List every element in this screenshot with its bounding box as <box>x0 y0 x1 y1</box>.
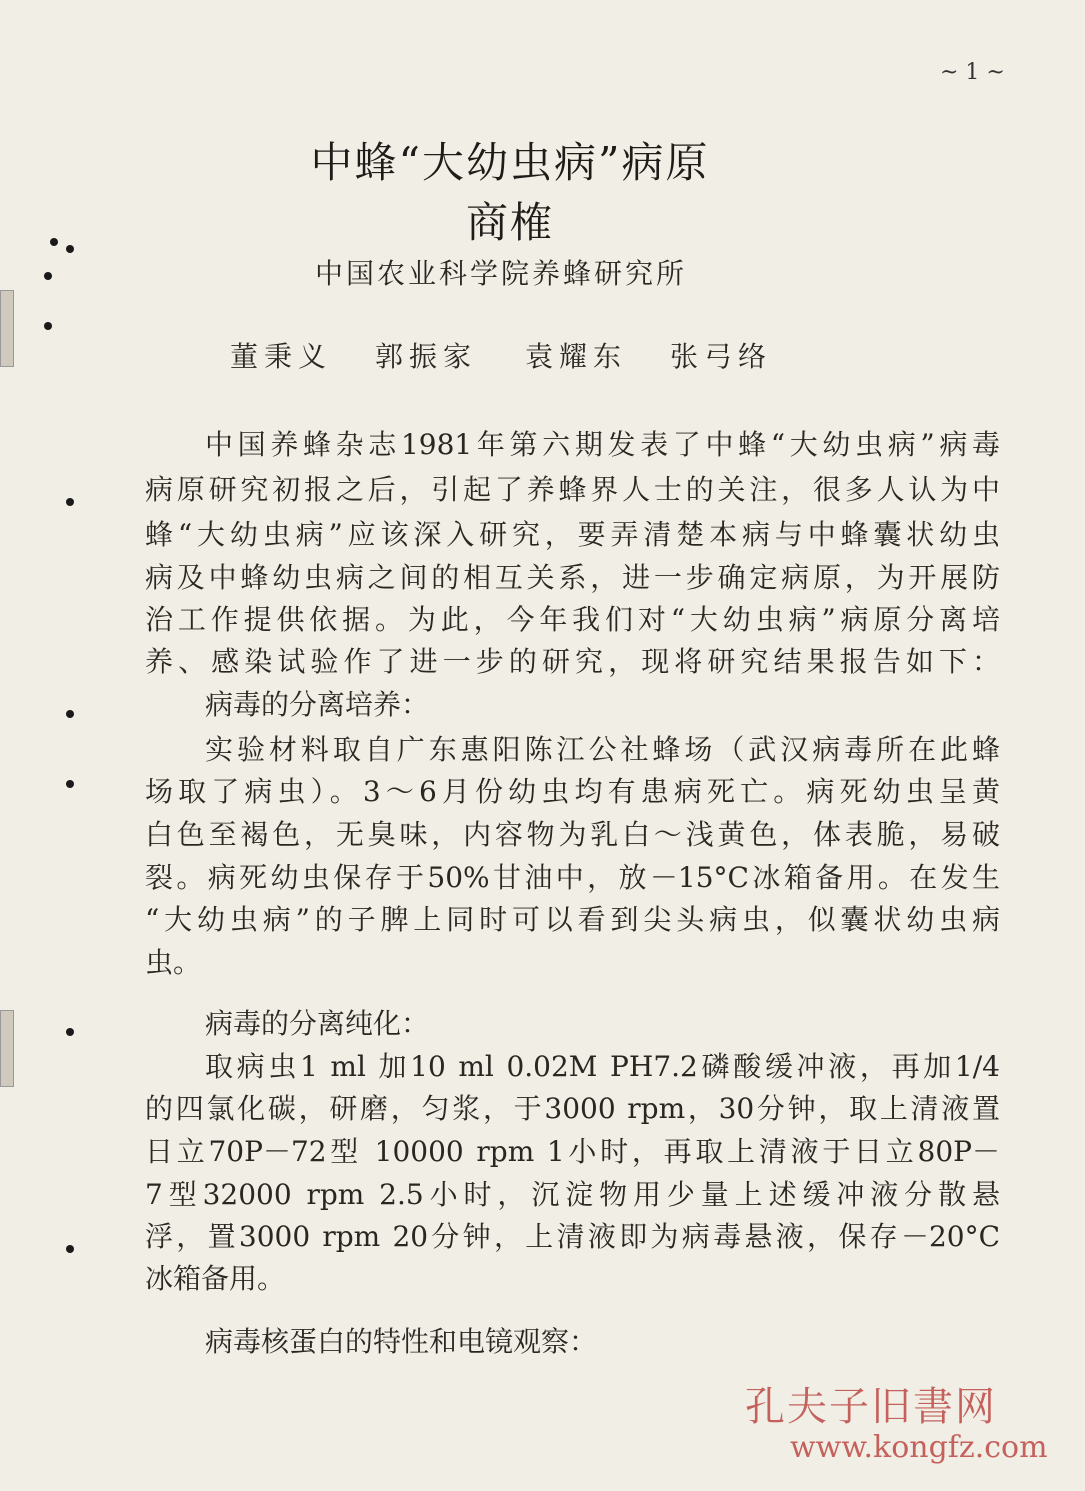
binder-hole <box>44 272 52 280</box>
author: 郭振家 <box>375 340 478 373</box>
binder-hole <box>50 238 58 246</box>
text-line: “大幼虫病”的子脾上同时可以看到尖头病虫，似囊状幼虫病 <box>145 903 1000 936</box>
text-line: 养、感染试验作了进一步的研究，现将研究结果报告如下： <box>145 645 1000 678</box>
watermark-url: www.kongfz.com <box>790 1430 1048 1465</box>
section-heading: 病毒的分离纯化： <box>205 1007 430 1040</box>
text-line: 冰箱备用。 <box>145 1262 286 1295</box>
binder-hole <box>66 245 74 253</box>
binder-clip <box>0 1010 14 1087</box>
section-heading: 病毒的分离培养： <box>205 688 430 721</box>
binder-hole <box>66 780 74 788</box>
text-line: 日立70P－72型 10000 rpm 1小时，再取上清液于日立80P－ <box>145 1135 1000 1168</box>
text-line: 病及中蜂幼虫病之间的相互关系，进一步确定病原，为开展防 <box>145 561 1000 594</box>
text-line: 取病虫1 ml 加10 ml 0.02M PH7.2磷酸缓冲液，再加1/4 <box>205 1050 1000 1083</box>
text-line: 场取了病虫）。3～6月份幼虫均有患病死亡。病死幼虫呈黄 <box>145 775 1000 808</box>
author: 袁耀东 <box>525 340 628 373</box>
author: 董秉义 <box>230 340 333 373</box>
text-line: 白色至褐色，无臭味，内容物为乳白～浅黄色，体表脆，易破 <box>145 818 1000 851</box>
text-line: 实验材料取自广东惠阳陈江公社蜂场（武汉病毒所在此蜂 <box>205 733 1000 766</box>
document-title: 中蜂“大幼虫病”病原商榷 <box>310 138 710 247</box>
binder-hole <box>66 710 74 718</box>
binder-hole <box>66 1245 74 1253</box>
text-line: 浮，置3000 rpm 20分钟，上清液即为病毒悬液，保存－20°C <box>145 1220 1000 1253</box>
text-line: 蜂“大幼虫病”应该深入研究，要弄清楚本病与中蜂囊状幼虫 <box>145 518 1000 551</box>
text-line: 虫。 <box>145 946 202 979</box>
binder-hole <box>66 498 74 506</box>
binder-clip <box>0 290 14 367</box>
watermark-logo: 孔夫子旧書网 <box>745 1384 997 1430</box>
page-number: ~ 1 ~ <box>940 60 1005 85</box>
author: 张弓络 <box>670 340 773 373</box>
institute: 中国农业科学院养蜂研究所 <box>315 257 688 290</box>
text-line: 的四氯化碳，研磨，匀浆，于3000 rpm，30分钟，取上清液置 <box>145 1092 1000 1125</box>
text-line: 病原研究初报之后，引起了养蜂界人士的关注，很多人认为中 <box>145 473 1000 506</box>
text-line: 裂。病死幼虫保存于50%甘油中，放－15°C冰箱备用。在发生 <box>145 861 1000 894</box>
binder-hole <box>44 322 52 330</box>
text-line: 7型32000 rpm 2.5小时，沉淀物用少量上述缓冲液分散悬 <box>145 1178 1000 1211</box>
section-heading: 病毒核蛋白的特性和电镜观察： <box>205 1325 598 1358</box>
text-line: 中国养蜂杂志1981年第六期发表了中蜂“大幼虫病”病毒 <box>205 428 1000 461</box>
text-line: 治工作提供依据。为此，今年我们对“大幼虫病”病原分离培 <box>145 603 1000 636</box>
binder-hole <box>66 1028 74 1036</box>
